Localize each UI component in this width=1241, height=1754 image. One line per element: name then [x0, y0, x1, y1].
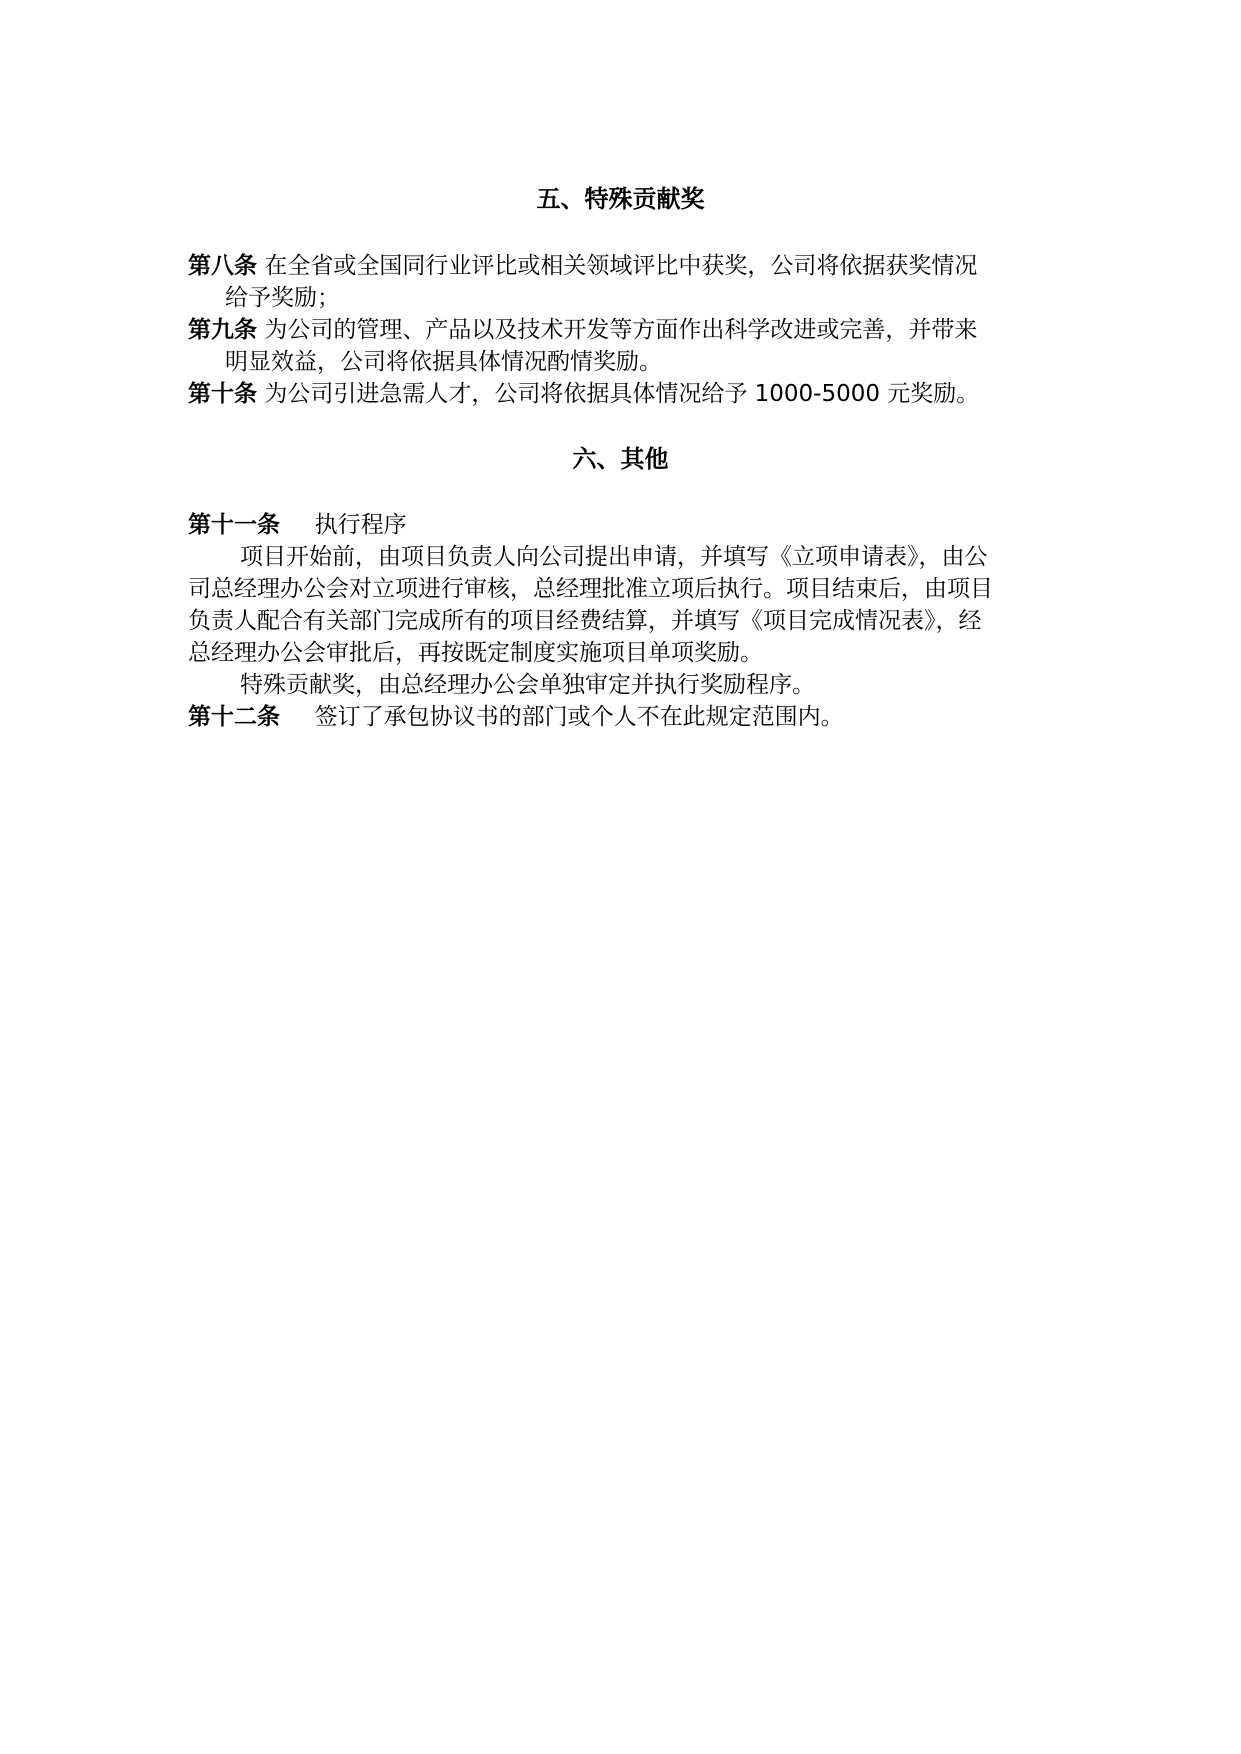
article-8-label: 第八条	[188, 253, 257, 279]
article-11-para1-line2: 司总经理办公会对立项进行审核，总经理批准立项后执行。项目结束后，由项目	[188, 576, 993, 602]
section-5-heading: 五、特殊贡献奖	[536, 185, 705, 213]
article-9-label: 第九条	[188, 317, 257, 343]
article-8-line-2: 给予奖励；	[225, 285, 340, 311]
article-11-para1-line1: 项目开始前，由项目负责人向公司提出申请，并填写《立项申请表》，由公	[240, 544, 988, 570]
article-10-label: 第十条	[188, 381, 257, 407]
article-11-heading-line	[188, 509, 407, 541]
article-9-line-2: 明显效益，公司将依据具体情况酌情奖励。	[225, 349, 662, 375]
article-9-text-1: 为公司的管理、产品以及技术开发等方面作出科学改进或完善，并带来	[264, 317, 978, 343]
article-11-para1-line4: 总经理办公会审批后，再按既定制度实施项目单项奖励。	[188, 640, 763, 666]
article-11-para1-line3: 负责人配合有关部门完成所有的项目经费结算，并填写《项目完成情况表》，经	[188, 608, 982, 634]
article-12-label: 第十二条	[188, 704, 280, 730]
article-9-line-1	[188, 314, 977, 346]
article-12-text: 签订了承包协议书的部门或个人不在此规定范围内。	[314, 704, 844, 730]
article-11-para2: 特殊贡献奖，由总经理办公会单独审定并执行奖励程序。	[240, 672, 815, 698]
article-8-text-1: 在全省或全国同行业评比或相关领域评比中获奖，公司将依据获奖情况	[264, 253, 978, 279]
article-11-heading: 执行程序	[314, 512, 407, 538]
article-10-line-1	[188, 378, 979, 410]
article-12-line	[188, 701, 844, 733]
article-8-line-1	[188, 250, 977, 282]
section-6-heading: 六、其他	[572, 445, 669, 473]
article-10-text-1: 为公司引进急需人才，公司将依据具体情况给予 1000-5000 元奖励。	[264, 381, 980, 407]
article-11-label: 第十一条	[188, 512, 280, 538]
